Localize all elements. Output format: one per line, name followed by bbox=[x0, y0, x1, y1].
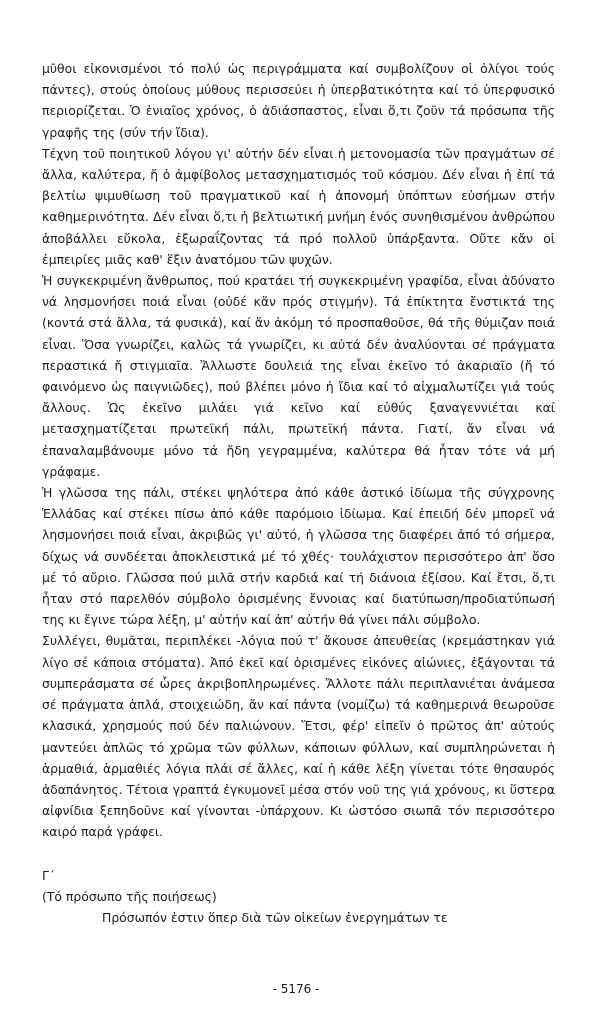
page-body bbox=[42, 58, 555, 928]
paragraph-continuation: μῦθοι εἰκονισμένοι τό πολύ ὡς περιγράμματα καί συμβολίζουν οἱ ὀλίγοι τούς πάντες), στούς ὁποίους μύθους περισσεύει ἡ ὑπερβατικότητα καί τό ὑπερφυσικό περιορίζεται. Ὁ ἐνιαῖος χρόνος, ὁ ἀδιάσπαστος, εἶναι ὅ,τι ζοῦν τά πρόσωπα τῆς γραφῆς της (σύν τήν ἴδια). bbox=[42, 61, 555, 140]
section-heading: (Τό πρόσωπο τῆς ποιήσεως) bbox=[42, 888, 217, 904]
section-numeral: Γ΄ bbox=[42, 867, 56, 883]
section-epigraph: Πρόσωπόν ἐστιν ὅπερ διὰ τῶν οἰκείων ἐνεργημάτων τε bbox=[102, 909, 448, 925]
paragraph-concrete-person: Ἡ συγκεκριμένη ἄνθρωπος, πού κρατάει τή συγκεκριμένη γραφίδα, εἶναι ἀδύνατο νά λησμονήσει ποιά εἶναι (οὐδέ κἄν πρός στιγμήν). Τά ἐπίκτητα ἔνστικτά της (κοντά στά ἄλλα, τά φυσικά), καί ἄν ἀκόμη τό προσπαθοῦσε, θά τῆς θύμιζαν ποιά εἶναι. Ὅσα γνωρίζει, καλῶς τά γνωρίζει, κι αὐτά δέν ἀναλύονται σέ πράγματα περαστικά ἤ στιγμιαῖα. Ἄλλωστε δουλειά της εἶναι ἐκεῖνο τό ἀκαριαῖο (ἤ τό φαινόμενο ὡς παιγνιῶδες), πού βλέπει μόνο ἡ ἴδια καί τό αἰχμαλωτίζει γιά τούς ἄλλους. Ὡς ἐκεῖνο μιλάει γιά κεῖνο καί εὐθύς ξαναγεννιέται καί μετασχηματίζεται πρωτεϊκή πάλι, πρωτεϊκή πάντα. Γιατί, ἄν εἶναι νά ἐπαναλαμβάνουμε μόνο τά ἤδη γεγραμμένα, καλύτερα θά ἦταν τότε νά μή γράφαμε. bbox=[42, 273, 555, 479]
page-number: - 5176 - bbox=[272, 982, 320, 996]
section-gamma bbox=[42, 865, 555, 929]
paragraph-language: Ἡ γλῶσσα της πάλι, στέκει ψηλότερα ἀπό κάθε ἀστικό ἰδίωμα τῆς σύγχρονης Ἑλλάδας καί στέκει πίσω ἀπό κάθε παρόμοιο ἰδίωμα. Καί ἐπειδή δέν μπορεῖ νά λησμονήσει ποιά εἶναι, ἀκριβῶς γι' αὐτό, ἡ γλῶσσα της διαφέρει ἀπό τό σήμερα, δίχως νά συνδέεται ἀποκλειστικά μέ τό χθές· τουλάχιστον περισσότερο ἀπ' ὅσο μέ τό αὔριο. Γλῶσσα πού μιλᾶ στήν καρδιά καί τή διάνοια ἐξίσου. Καί ἔτσι, ὅ,τι ἦταν στό παρελθόν σύμβολο ὁρισμένης ἔννοιας καί διατύπωση/προδιατύπωσή της κι ἔγινε τώρα λέξη, μ' αὐτήν καί ἀπ' αὐτήν θά γίνει πάλι σύμβολο. bbox=[42, 485, 555, 628]
paragraph-poetic-logos: Τέχνη τοῦ ποιητικοῦ λόγου γι' αὐτήν δέν εἶναι ἡ μετονομασία τῶν πραγμάτων σέ ἄλλα, καλύτερα, ἤ ὁ ἀμφίβολος μετασχηματισμός τοῦ κόσμου. Δέν εἶναι ἡ ἐπί τά βελτίω ψιμυθίωση τοῦ πραγματικοῦ καί ἡ ἀπονομή ὑπόπτων εὐσήμων στήν καθημερινότητα. Δέν εἶναι ὅ,τι ἡ βελτιωτική μνήμη ἑνός συνηθισμένου ἀνθρώπου ἀποβάλλει εὔκολα, ἐξωραΐζοντας τά πρό πολλοῦ ὑπάρξαντα. Οὔτε κἄν οἱ ἐμπειρίες μιᾶς καθ' ἕξιν ἀνατόμου τῶν ψυχῶν. bbox=[42, 145, 555, 267]
paragraph-collects: Συλλέγει, θυμᾶται, περιπλέκει -λόγια πού τ' ἄκουσε ἀπευθείας (κρεμάστηκαν γιά λίγο σέ κάποια στόματα). Ἀπό ἐκεῖ καί ὁρισμένες εἰκόνες αἰώνιες, ἐξάγονται τά συμπεράσματα σέ ὧρες ἀκριβοπληρωμένες. Ἄλλοτε πάλι περιπλανιέται ἀνάμεσα σέ πράγματα ἁπλά, στοιχειώδη, ἄν καί πάντα (νομίζω) τά καθημερινά θεωροῦσε κλασικά, χρησμούς πού δέν παλιώνουν. Ἔτσι, φέρ' εἰπεῖν ὁ πρῶτος ἀπ' αὐτούς μαντεύει ἁπλῶς τό χρῶμα τῶν φύλλων, κάποιων φύλλων, καί συμπληρώνεται ἡ ἁρμαθιά, ἁρμαθιές λόγια πλάι σέ ἄλλες, καί ἡ κάθε λέξη γίνεται τότε θησαυρός ἀδαπάνητος. Τέτοια γραπτά ἐγκυμονεῖ μέσα στόν νοῦ της γιά χρόνους, κι ὕστερα αἰφνίδια ξεπηδοῦνε καί γίνονται -ὑπάρχουν. Κι ὡστόσο σιωπᾶ τόν περισσότερο καιρό παρά γράφει. bbox=[42, 633, 555, 840]
